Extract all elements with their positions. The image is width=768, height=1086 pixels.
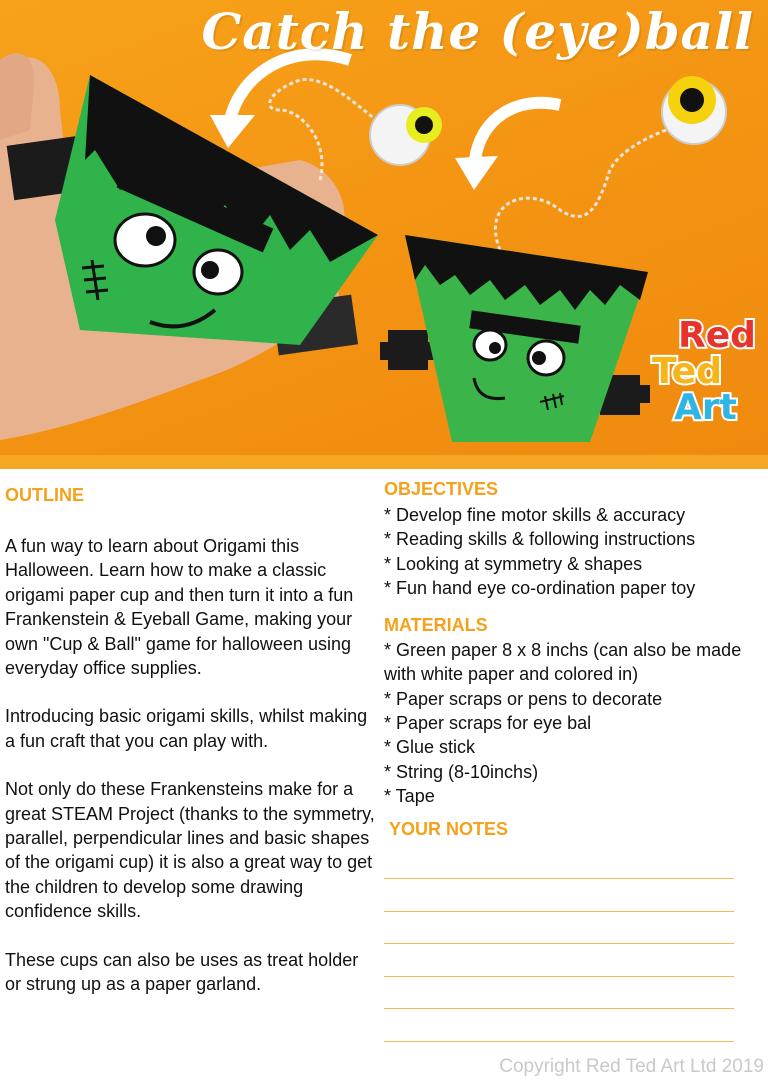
- list-item: * Green paper 8 x 8 inchs (can also be made with white paper and colored in): [384, 640, 742, 685]
- list-item: * Develop fine motor skills & accuracy: [384, 505, 686, 525]
- list-item: * Fun hand eye co-ordination paper toy: [384, 577, 696, 598]
- outline-section: [5, 484, 375, 1021]
- arrow-icon: [210, 115, 255, 148]
- notes-lines[interactable]: [384, 878, 734, 1073]
- note-line[interactable]: [384, 1041, 734, 1042]
- hero-title: Catch the (eye)ball: [201, 2, 754, 61]
- list-item: * Reading skills & following instructions: [384, 529, 696, 550]
- list-item: * Tape: [384, 785, 435, 806]
- list-item: * Paper scraps for eye bal: [384, 713, 592, 734]
- note-line[interactable]: [384, 878, 734, 879]
- list-item: * Looking at symmetry & shapes: [384, 553, 643, 574]
- arrow-icon: [455, 156, 498, 190]
- materials-list: [384, 638, 764, 808]
- list-item: * Glue stick: [384, 737, 476, 758]
- outline-paragraph: Introducing basic origami skills, whilst making a fun craft that you can play with.: [5, 706, 368, 751]
- logo-word: Ted: [652, 351, 722, 392]
- list-item: * String (8-10inchs): [384, 761, 539, 782]
- objectives-heading: OBJECTIVES: [384, 479, 499, 499]
- outline-paragraph: Not only do these Frankensteins make for a great STEAM Project (thanks to the symmetry, parallel, perpendicular lines and basic shapes of the origami cup) it is also a great way to get the children to develop some drawing confidence skills.: [5, 779, 375, 922]
- note-line[interactable]: [384, 976, 734, 977]
- outline-heading: OUTLINE: [5, 485, 84, 505]
- logo-word: Red: [678, 315, 756, 356]
- note-line[interactable]: [384, 911, 734, 912]
- objectives-section: [384, 478, 764, 840]
- hero-band: [0, 455, 768, 469]
- logo-word: Art: [674, 387, 737, 428]
- note-line[interactable]: [384, 1008, 734, 1009]
- note-line[interactable]: [384, 943, 734, 944]
- outline-paragraph: These cups can also be uses as treat holder or strung up as a paper garland.: [5, 949, 359, 995]
- objectives-list: [384, 503, 764, 600]
- copyright-text: Copyright Red Ted Art Ltd 2019: [499, 1056, 764, 1077]
- outline-paragraph: A fun way to learn about Origami this Halloween. Learn how to make a classic origami paper cup and then turn it into a fun Frankenstein & Eyeball Game, making your own "Cup & Ball" game for halloween using everyday office supplies.: [5, 536, 354, 679]
- materials-heading: MATERIALS: [384, 615, 488, 636]
- hero-photo: [0, 0, 768, 455]
- red-ted-art-logo: [648, 315, 760, 438]
- notes-heading: YOUR NOTES: [389, 819, 509, 840]
- list-item: * Paper scraps or pens to decorate: [384, 688, 663, 709]
